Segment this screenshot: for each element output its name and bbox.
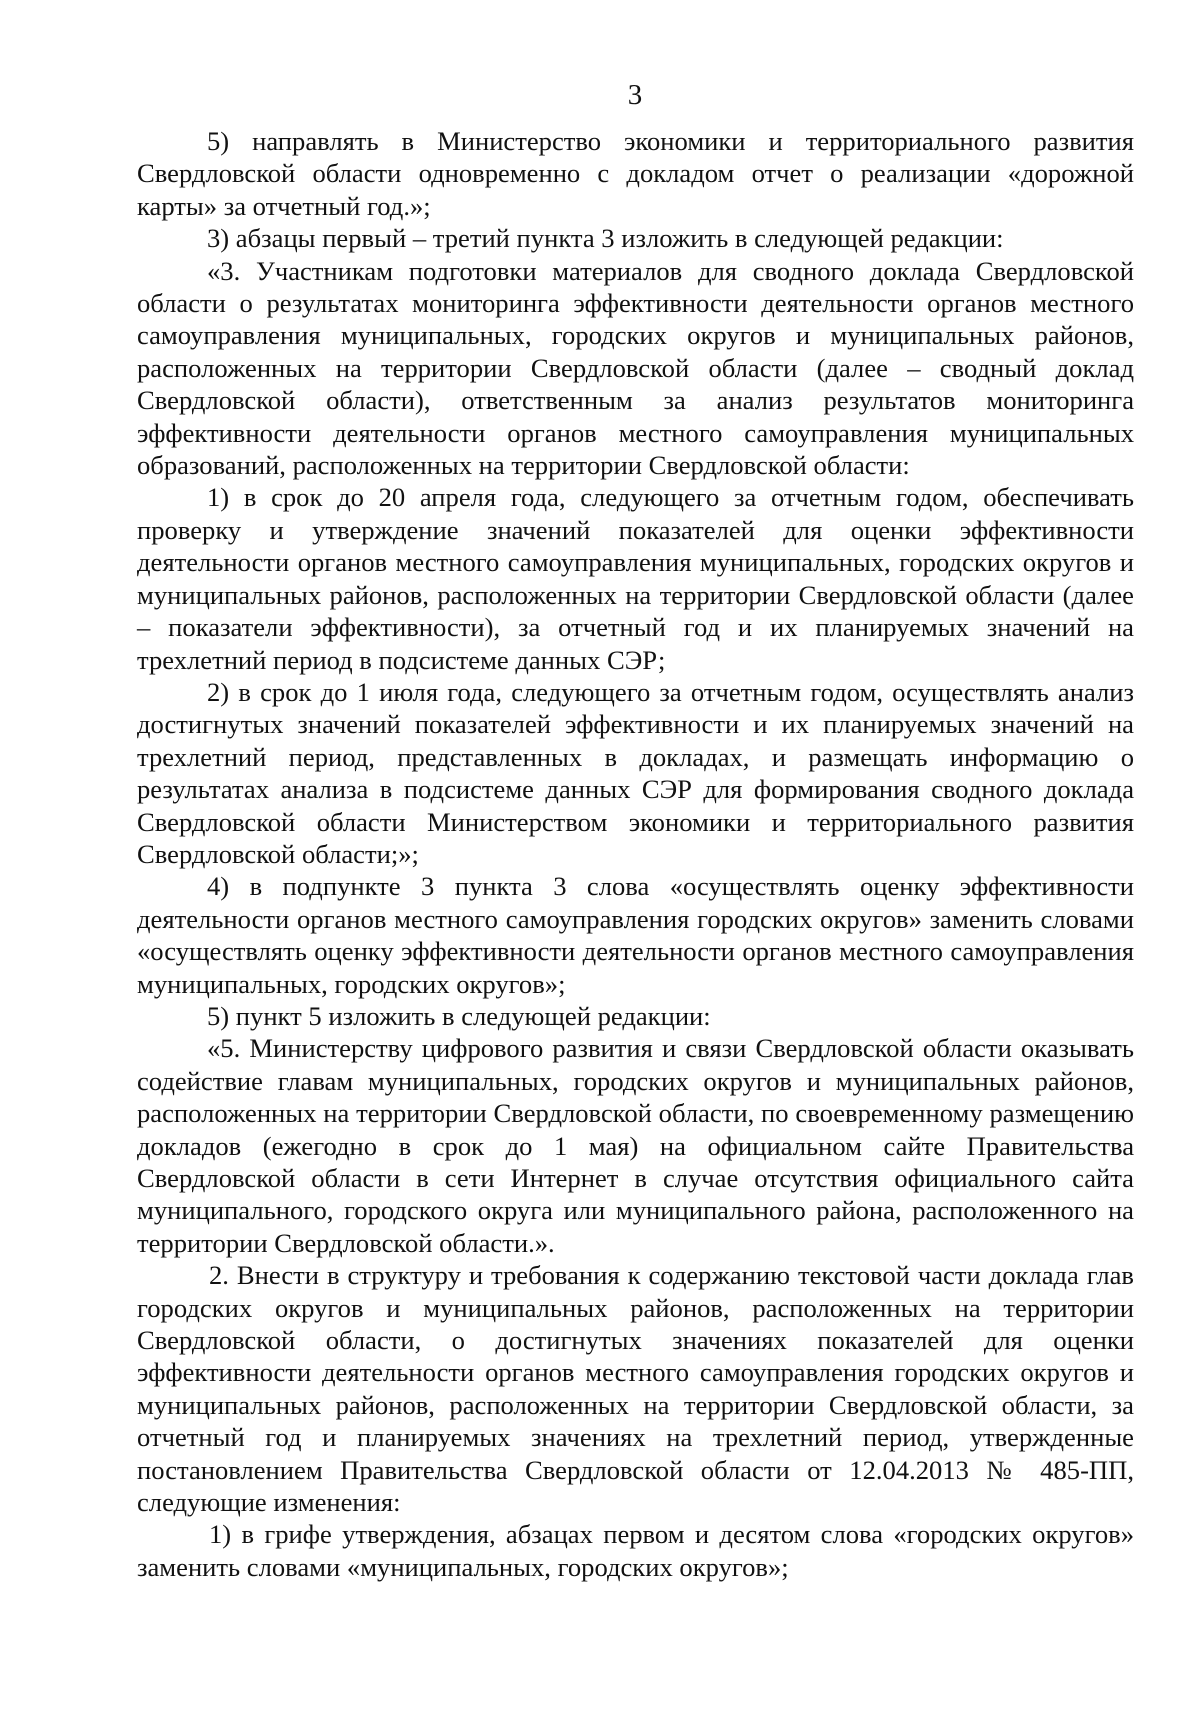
paragraph-item-5-report: 5) направлять в Министерство экономики и территориального развития Свердловской области одновременно с докладом отчет о реализации «дорожной карты» за отчетный год.»; [137, 126, 1134, 221]
document-body [137, 125, 1134, 1583]
paragraph-section-2: 2. Внести в структуру и требования к содержанию текстовой части доклада глав городских округов и муниципальных районов, расположенных на территории Свердловской области, о достигнутых значениях показателей для оценки эффективности деятельности органов местного самоуправления городских округов и муниципальных районов, расположенных на территории Свердловской области, за отчетный год и планируемых значениях на трехлетний период, утвержденные постановлением Правительства Свердловской области от 12.04.2013 № 485-ПП, следующие изменения: [137, 1260, 1134, 1518]
paragraph-participants: «3. Участникам подготовки материалов для сводного доклада Свердловской области о результатах мониторинга эффективности деятельности органов местного самоуправления муниципальных, городских округов и муниципальных районов, расположенных на территории Свердловской области (далее – сводный доклад Свердловской области), ответственным за анализ результатов мониторинга эффективности деятельности органов местного самоуправления муниципальных образований, расположенных на территории Свердловской области: [137, 255, 1134, 481]
paragraph-section-2-item-1: 1) в грифе утверждения, абзацах первом и десятом слова «городских округов» заменить словами «муниципальных, городских округов»; [137, 1519, 1134, 1582]
paragraph-ministry-digital: «5. Министерству цифрового развития и связи Свердловской области оказывать содействие главам муниципальных, городских округов и муниципальных районов, расположенных на территории Свердловской области, по своевременному размещению докладов (ежегодно в срок до 1 мая) на официальном сайте Правительства Свердловской области в сети Интернет в случае отсутствия официального сайта муниципального, городского округа или муниципального района, расположенного на территории Свердловской области.». [137, 1033, 1134, 1258]
paragraph-amendment-5: 5) пункт 5 изложить в следующей редакции: [207, 1000, 711, 1031]
paragraph-amendment-4: 4) в подпункте 3 пункта 3 слова «осуществлять оценку эффективности деятельности органов местного самоуправления городских округов» заменить словами «осуществлять оценку эффективности деятельности органов местного самоуправления муниципальных, городских округов»; [137, 871, 1134, 999]
paragraph-amendment-3: 3) абзацы первый – третий пункта 3 изложить в следующей редакции: [207, 223, 1004, 254]
paragraph-item-2-analysis: 2) в срок до 1 июля года, следующего за отчетным годом, осуществлять анализ достигнутых значений показателей эффективности и их планируемых значений на трехлетний период, представленных в докладах, и размещать информацию о результатах анализа в подсистеме данных СЭР для формирования сводного доклада Свердловской области Министерством экономики и территориального развития Свердловской области;»; [137, 676, 1134, 869]
page-number: 3 [627, 79, 643, 111]
paragraph-item-1-deadline: 1) в срок до 20 апреля года, следующего за отчетным годом, обеспечивать проверку и утверждение значений показателей для оценки эффективности деятельности органов местного самоуправления муниципальных, городских округов и муниципальных районов, расположенных на территории Свердловской области (далее – показатели эффективности), за отчетный год и их планируемых значений на трехлетний период в подсистеме данных СЭР; [137, 482, 1134, 675]
